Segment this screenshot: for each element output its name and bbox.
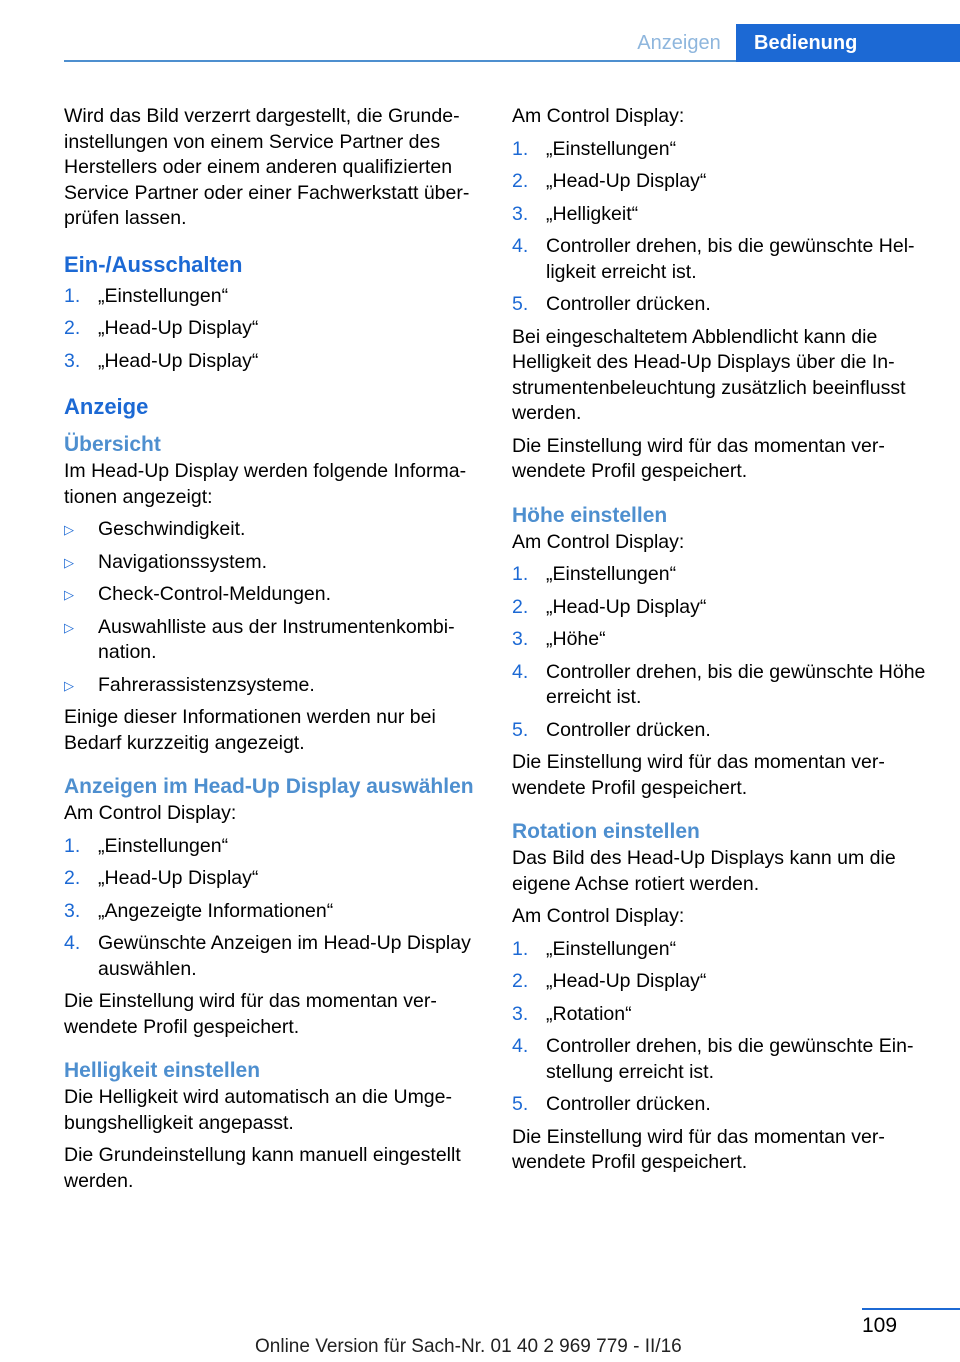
triangle-bullet-icon: ▷ (64, 587, 74, 602)
height-intro: Am Control Display: (512, 530, 685, 553)
select-note: Die Einstellung wird für das momentan verwendete Profil gespeichert. (64, 990, 437, 1038)
heading-onoff: Ein-/Ausschalten (64, 251, 243, 277)
step-number: 4. (512, 235, 529, 257)
height-steps (512, 562, 932, 743)
list-item (512, 234, 932, 285)
step-number: 1. (64, 834, 81, 857)
step-text: „Head-Up Display“ (546, 970, 707, 992)
overview-text: Im Head-Up Display werden folgende Informationen angezeigt: (64, 460, 467, 508)
overview-note: Einige dieser Informationen werden nur bei Bedarf kurzzeitig angezeigt. (64, 706, 436, 754)
chapter-tab[interactable]: Bedienung (736, 24, 960, 62)
step-text: Controller drücken. (546, 718, 711, 741)
list-item (64, 284, 484, 310)
list-item (64, 931, 484, 982)
step-number: 3. (64, 899, 81, 922)
list-item (512, 595, 932, 621)
step-number: 2. (64, 317, 81, 339)
left-column (64, 104, 484, 1201)
list-item (64, 866, 484, 892)
list-item (512, 660, 932, 711)
step-number: 2. (512, 970, 529, 992)
bullet-text: Navigationssystem. (98, 550, 268, 573)
step-text: „Head-Up Display“ (98, 867, 259, 889)
brightness-steps (512, 137, 932, 318)
step-text: „Einstellungen“ (98, 284, 229, 307)
bullet-text: Geschwindigkeit. (98, 518, 246, 540)
list-item (64, 349, 484, 375)
step-text: „Head-Up Display“ (98, 317, 259, 339)
list-item (512, 169, 932, 195)
section-tab[interactable]: Anzeigen (637, 32, 721, 54)
brightness-text-1: Die Helligkeit wird automatisch an die Umgebungshelligkeit angepasst. (64, 1086, 452, 1134)
heading-rotation: Rotation einstellen (512, 820, 700, 843)
list-item (64, 316, 484, 342)
heading-display: Anzeige (64, 394, 149, 419)
list-item (64, 899, 484, 925)
footer-rule (862, 1308, 960, 1310)
step-number: 5. (512, 1093, 529, 1115)
heading-brightness: Helligkeit einstellen (64, 1059, 261, 1082)
step-text: „Head-Up Display“ (546, 170, 707, 192)
intro-paragraph: Wird das Bild verzerrt dargestellt, die Grundeinstellungen von einem Service Partner des Herstellers oder einem anderen qualifizierten Service Partner oder einer Fachwerkstatt überprüfen lassen. (64, 105, 470, 229)
triangle-bullet-icon: ▷ (64, 619, 74, 635)
step-number: 4. (512, 1035, 529, 1057)
step-text: „Einstellungen“ (546, 137, 677, 160)
step-text: „Head-Up Display“ (546, 595, 707, 618)
list-item (512, 1002, 932, 1028)
step-number: 2. (512, 595, 529, 618)
list-item (64, 517, 484, 543)
onoff-steps (64, 284, 484, 375)
rotation-steps (512, 937, 932, 1118)
step-text: Controller drehen, bis die gewünschte Höhe erreicht ist. (546, 660, 926, 708)
step-number: 3. (512, 202, 529, 225)
step-text: Controller drücken. (546, 293, 711, 315)
step-number: 4. (64, 932, 81, 954)
brightness-note: Die Einstellung wird für das momentan verwendete Profil gespeichert. (512, 434, 885, 482)
list-item (512, 137, 932, 163)
brightness-text-2: Die Grundeinstellung kann manuell eingestellt werden. (64, 1144, 461, 1192)
step-number: 2. (512, 170, 529, 192)
height-note: Die Einstellung wird für das momentan verwendete Profil gespeichert. (512, 751, 885, 799)
step-number: 5. (512, 718, 529, 741)
page-number: 109 (862, 1314, 898, 1337)
step-number: 1. (512, 563, 529, 585)
step-number: 2. (64, 867, 81, 889)
list-item (512, 202, 932, 228)
step-number: 1. (512, 937, 529, 960)
step-number: 3. (64, 349, 81, 372)
list-item (512, 562, 932, 588)
list-item (64, 615, 484, 666)
overview-bullets (64, 517, 484, 698)
list-item (512, 969, 932, 995)
step-text: „Angezeigte Informationen“ (98, 899, 334, 922)
step-text: Gewünschte Anzeigen im Head-Up Display auswählen. (98, 932, 471, 980)
bullet-text: Check-Control-Meldungen. (98, 583, 332, 605)
rotation-intro: Am Control Display: (512, 905, 685, 927)
step-text: „Einstellungen“ (98, 834, 229, 857)
triangle-bullet-icon: ▷ (64, 677, 74, 693)
step-text: Controller drehen, bis die gewünschte Helligkeit erreicht ist. (546, 235, 915, 283)
list-item (64, 582, 484, 608)
list-item (64, 550, 484, 576)
right-column (512, 104, 932, 1183)
bullet-text: Fahrerassistenzsysteme. (98, 673, 315, 696)
triangle-bullet-icon: ▷ (64, 522, 74, 537)
list-item (512, 1092, 932, 1118)
list-item (64, 673, 484, 699)
step-number: 5. (512, 293, 529, 315)
step-text: „Einstellungen“ (546, 937, 677, 960)
list-item (512, 937, 932, 963)
heading-overview: Übersicht (64, 433, 161, 456)
heading-select-displays: Anzeigen im Head-Up Display auswählen (64, 775, 474, 798)
heading-height: Höhe einstellen (512, 503, 668, 527)
select-intro: Am Control Display: (64, 802, 237, 824)
step-number: 1. (512, 137, 529, 160)
list-item (512, 627, 932, 653)
step-text: „Head-Up Display“ (98, 349, 259, 372)
select-steps (64, 834, 484, 983)
step-text: „Rotation“ (546, 1002, 632, 1025)
step-text: „Einstellungen“ (546, 563, 677, 585)
step-number: 1. (64, 284, 81, 307)
list-item (512, 718, 932, 744)
list-item (512, 1034, 932, 1085)
brightness-intro: Am Control Display: (512, 105, 685, 127)
step-text: „Helligkeit“ (546, 202, 639, 225)
rotation-text: Das Bild des Head-Up Displays kann um die eigene Achse rotiert werden. (512, 847, 896, 895)
list-item (512, 292, 932, 318)
triangle-bullet-icon: ▷ (64, 554, 74, 570)
list-item (64, 834, 484, 860)
step-text: Controller drehen, bis die gewünschte Einstellung erreicht ist. (546, 1035, 914, 1083)
step-number: 3. (512, 628, 529, 650)
rotation-note: Die Einstellung wird für das momentan verwendete Profil gespeichert. (512, 1125, 885, 1173)
bullet-text: Auswahlliste aus der Instrumentenkombination. (98, 615, 455, 663)
edition-footer: Online Version für Sach-Nr. 01 40 2 969 779 - II/16 (255, 1336, 682, 1357)
low-beam-paragraph: Bei eingeschaltetem Abblendlicht kann die Helligkeit des Head-Up Displays über die Instrumentenbeleuchtung zusätzlich beeinflusst werden. (512, 325, 906, 424)
step-number: 4. (512, 660, 529, 683)
step-text: Controller drücken. (546, 1093, 711, 1115)
step-text: „Höhe“ (546, 628, 606, 650)
step-number: 3. (512, 1002, 529, 1025)
